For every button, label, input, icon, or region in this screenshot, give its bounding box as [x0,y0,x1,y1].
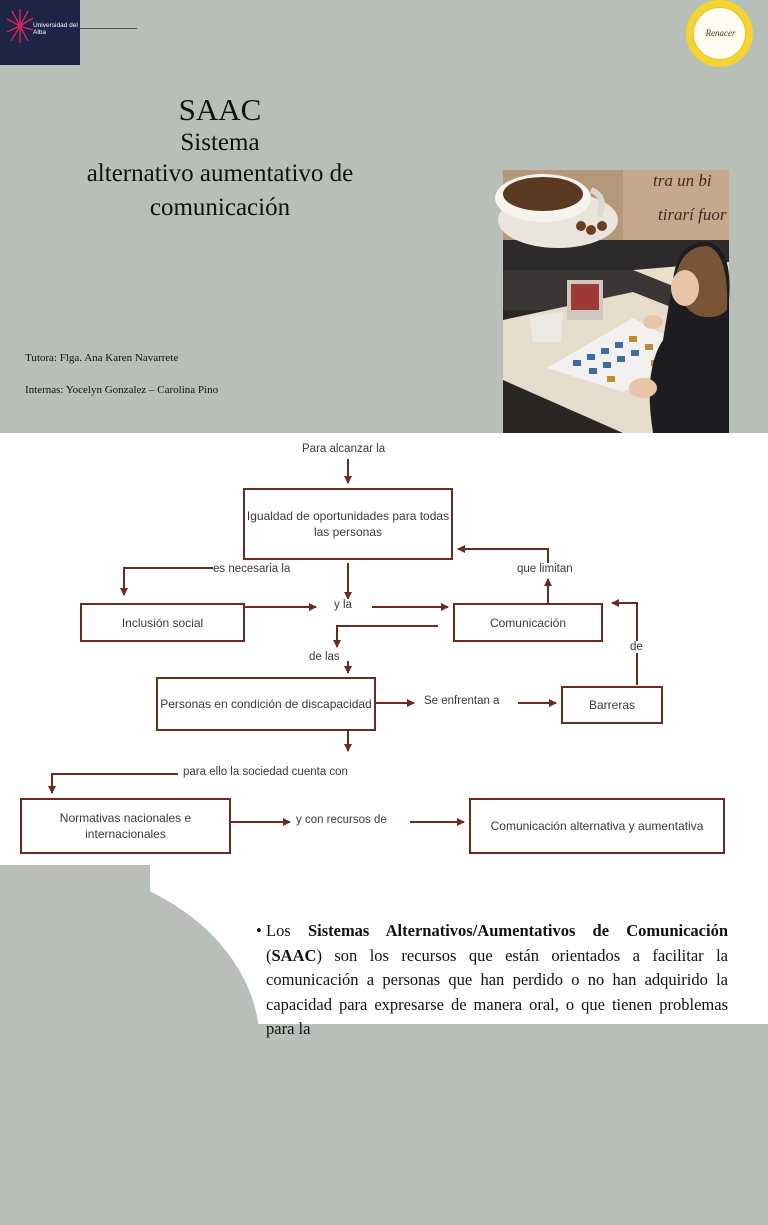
wall-text-1: tra un bi [653,171,712,190]
wall-text-2: tirarí fuor [658,205,727,224]
title-slide [0,0,768,433]
title-line-4: comunicación [149,194,291,221]
interns-credit: Internas: Yocelyn Gonzalez – Carolina Pino [25,384,219,396]
label-de: de [630,641,643,653]
label-sociedad-cuenta: para ello la sociedad cuenta con [183,766,348,778]
label-se-enfrentan: Se enfrentan a [424,695,500,707]
label-recursos: y con recursos de [296,814,387,826]
title-line-2: Sistema [180,129,260,156]
text-segment: ( [266,945,272,965]
node-igualdad-oportunidades: Igualdad de oportunidades para todas las personas [243,488,453,560]
label-y-la: y la [334,599,352,611]
label-que-limitan: que limitan [517,563,573,575]
bold-acronym: SAAC [271,945,317,965]
bullet: • [256,921,262,940]
saac-definition [256,919,728,1042]
node-barreras: Barreras [561,686,663,724]
renacer-seal-logo [686,0,753,67]
node-comunicacion-alternativa: Comunicación alternativa y aumentativa [469,798,725,854]
header-divider [80,28,137,29]
university-logo [0,0,80,65]
text-segment: ) son los recursos que están orientados a facilitar la comunicación a personas que han perdido o no han adquirido la capacidad para expresarse de manera oral, o que tienen problemas para la [266,945,728,1038]
label-para-alcanzar: Para alcanzar la [302,443,386,455]
university-logo-text: Universidad del Alba [33,22,78,36]
slide-title [30,92,410,225]
title-line-1: SAAC [178,92,262,127]
node-normativas: Normativas nacionales e internacionales [20,798,231,854]
label-es-necesaria: es necesaria la [213,563,291,575]
definition-slide [0,865,768,1038]
label-de-las: de las [309,651,340,663]
node-personas-discapacidad: Personas en condición de discapacidad [156,677,376,731]
title-line-3: alternativo aumentativo de [86,160,354,187]
starburst-icon [6,6,34,46]
tutor-credit: Tutora: Flga. Ana Karen Navarrete [25,352,179,364]
node-inclusion-social: Inclusión social [80,603,245,642]
node-comunicacion: Comunicación [453,603,603,642]
bold-term: Sistemas Alternativos/Aumentativos de Comunicación [307,921,728,940]
saac-concept-diagram [0,433,768,865]
child-with-communication-board-photo [503,170,729,433]
decorative-curve [0,865,260,1225]
seal-text: Renacer [705,28,736,38]
text-segment: Los [266,921,308,940]
